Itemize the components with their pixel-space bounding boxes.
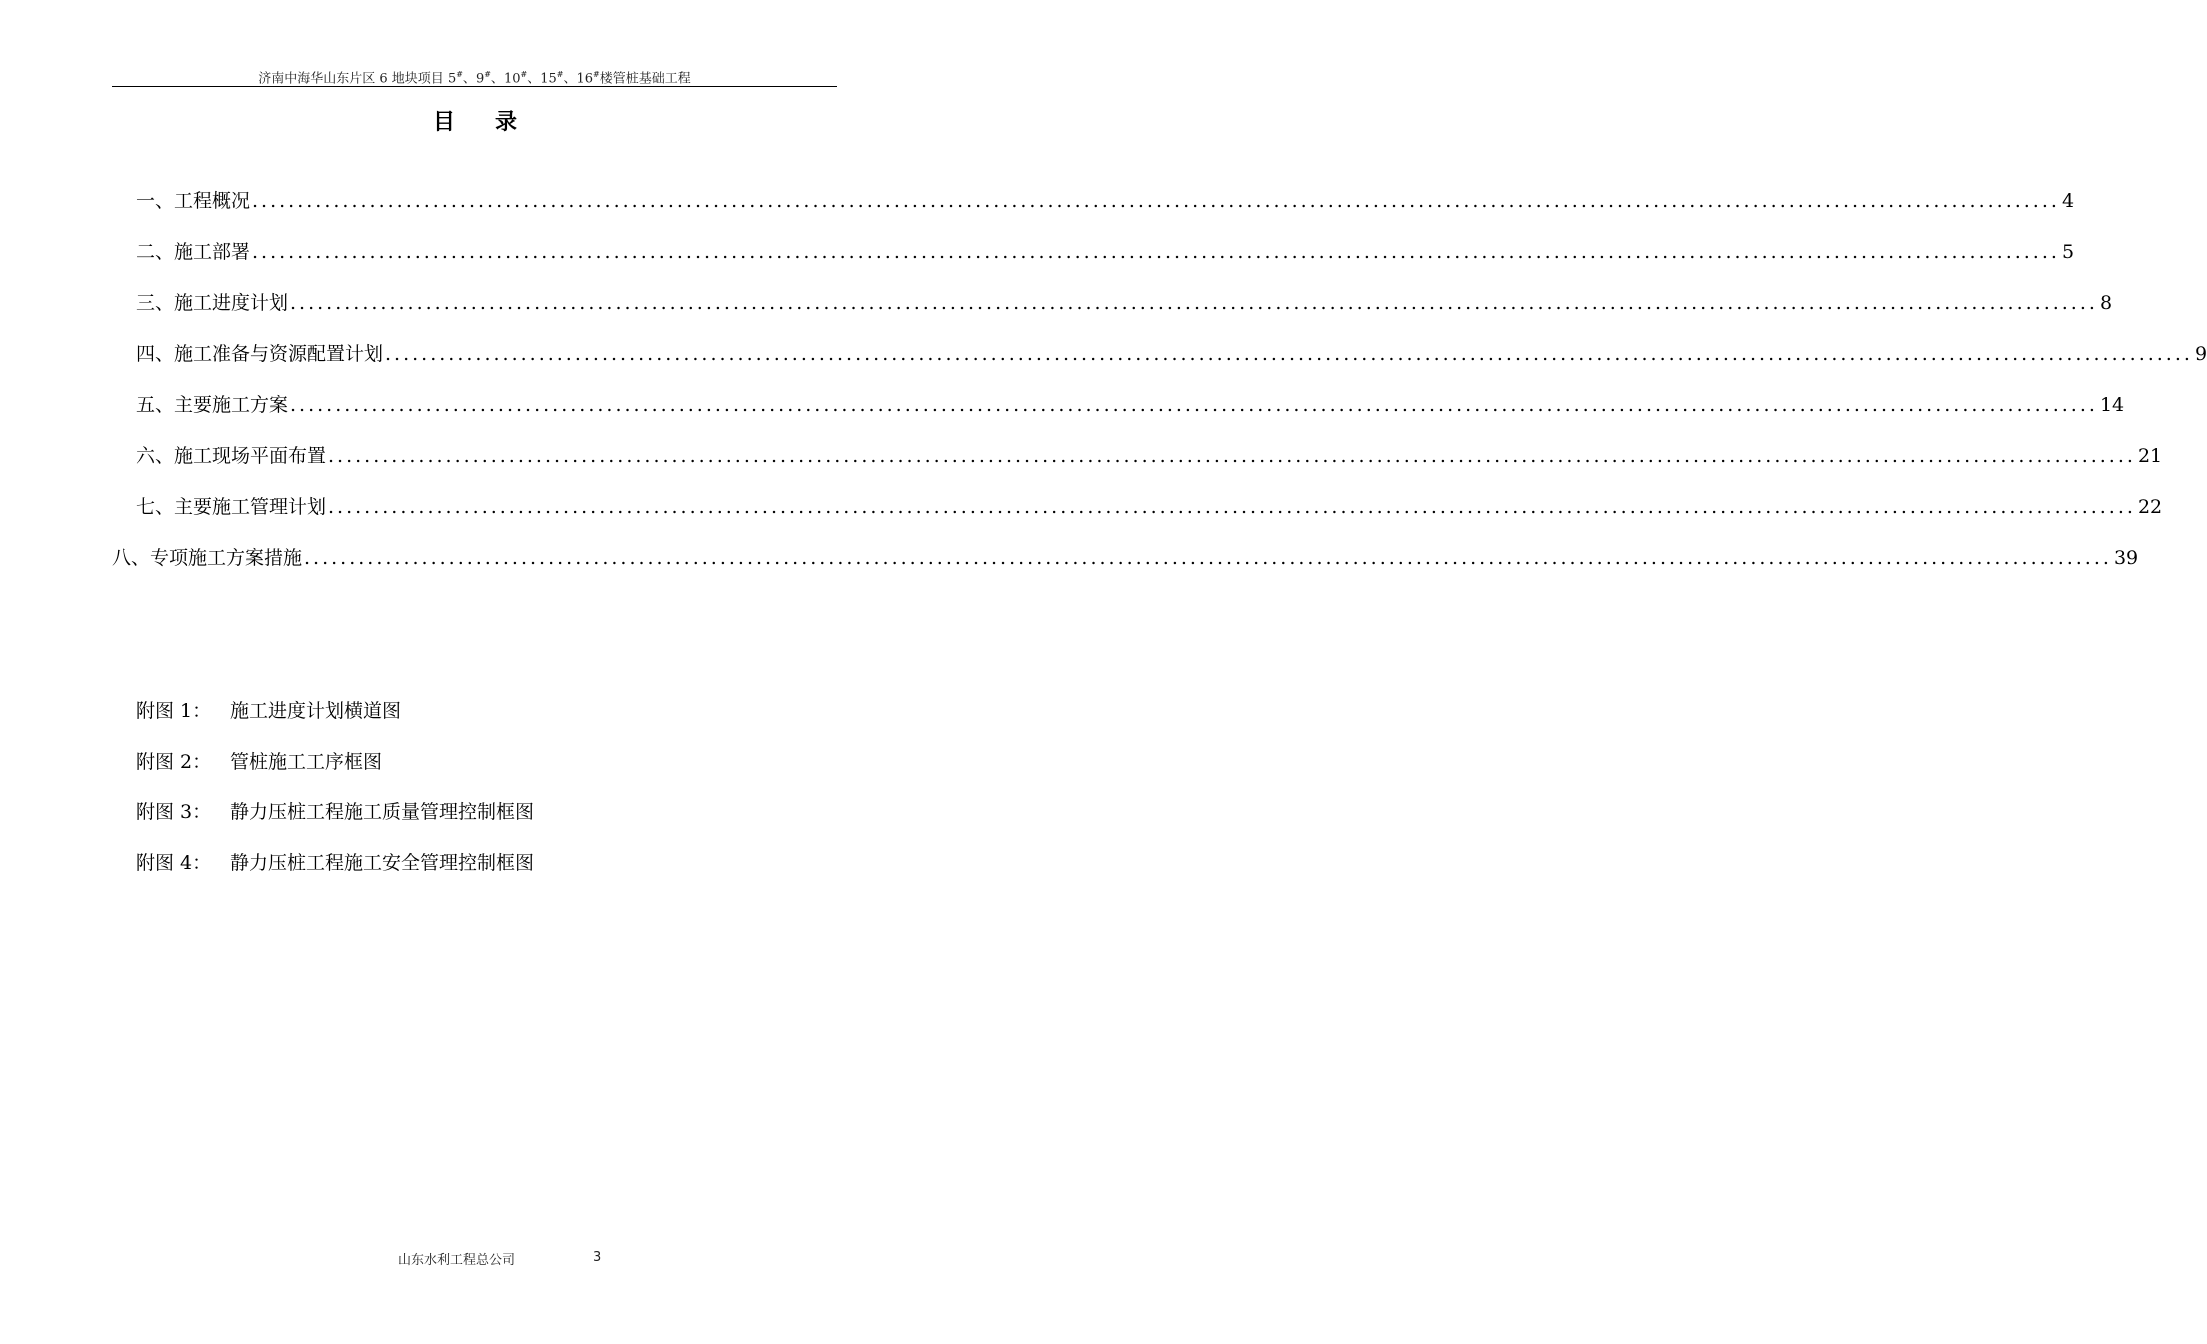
appendix-figure-title: 施工进度计划横道图 <box>230 700 402 722</box>
toc-leader-dots: ........................................................................................................................................................................................................ <box>328 496 2136 518</box>
toc-entry-page: 4 <box>2061 190 2075 212</box>
toc-entry-label: 六、施工现场平面布置 <box>136 445 327 467</box>
toc-entry[interactable] <box>136 441 2163 471</box>
footer-company: 山东水利工程总公司 <box>398 1253 516 1268</box>
toc-entry-label: 四、施工准备与资源配置计划 <box>136 343 384 365</box>
toc-entry-label: 一、工程概况 <box>136 190 251 212</box>
document-title: 目录 <box>432 109 557 135</box>
toc-leader-dots: ........................................................................................................................................................................................................ <box>252 241 2060 263</box>
appendix-figure-label: 附图 1： <box>136 700 212 722</box>
toc-entry[interactable] <box>136 492 2163 522</box>
toc-leader-dots: ........................................................................................................................................................................................................ <box>290 292 2098 314</box>
toc-entry-label: 三、施工进度计划 <box>136 292 289 314</box>
toc-entry-page: 5 <box>2061 241 2075 263</box>
appendix-figure-item <box>136 696 401 726</box>
toc-entry-page: 8 <box>2099 292 2113 314</box>
appendix-figure-item <box>136 848 534 878</box>
toc-entry[interactable] <box>136 237 2075 267</box>
appendix-figure-item <box>136 797 534 827</box>
toc-entry-page: 14 <box>2099 394 2125 416</box>
appendix-figure-title: 管桩施工工序框图 <box>230 751 383 773</box>
page-header: 济南中海华山东片区 6 地块项目 5#、9#、10#、15#、16#楼管桩基础工程 <box>258 70 691 87</box>
appendix-figure-label: 附图 4： <box>136 852 212 874</box>
footer-page-number: 3 <box>593 1250 602 1265</box>
toc-leader-dots: ........................................................................................................................................................................................................ <box>304 547 2112 569</box>
appendix-figure-title: 静力压桩工程施工质量管理控制框图 <box>230 801 535 823</box>
appendix-figure-label: 附图 3： <box>136 801 212 823</box>
toc-leader-dots: ........................................................................................................................................................................................................ <box>252 190 2060 212</box>
toc-leader-dots: ........................................................................................................................................................................................................ <box>328 445 2136 467</box>
appendix-figure-title: 静力压桩工程施工安全管理控制框图 <box>230 852 535 874</box>
toc-leader-dots: ........................................................................................................................................................................................................ <box>290 394 2098 416</box>
toc-entry-label: 二、施工部署 <box>136 241 251 263</box>
toc-entry-page: 9 <box>2194 343 2207 365</box>
header-divider <box>112 86 837 87</box>
toc-entry-label: 五、主要施工方案 <box>136 394 289 416</box>
toc-entry[interactable] <box>112 543 2139 573</box>
toc-entry-label: 八、专项施工方案措施 <box>112 547 303 569</box>
toc-entry-page: 22 <box>2137 496 2163 518</box>
toc-entry[interactable] <box>136 288 2113 318</box>
toc-leader-dots: ........................................................................................................................................................................................................ <box>385 343 2193 365</box>
toc-entry-page: 39 <box>2113 547 2139 569</box>
toc-entry[interactable] <box>136 390 2125 420</box>
toc-entry-page: 21 <box>2137 445 2163 467</box>
toc-entry[interactable] <box>136 339 2207 369</box>
toc-entry-label: 七、主要施工管理计划 <box>136 496 327 518</box>
toc-entry[interactable] <box>136 186 2075 216</box>
header-text: 济南中海华山东片区 6 地块项目 <box>258 71 448 87</box>
appendix-figure-item <box>136 747 382 777</box>
appendix-figure-label: 附图 2： <box>136 751 212 773</box>
